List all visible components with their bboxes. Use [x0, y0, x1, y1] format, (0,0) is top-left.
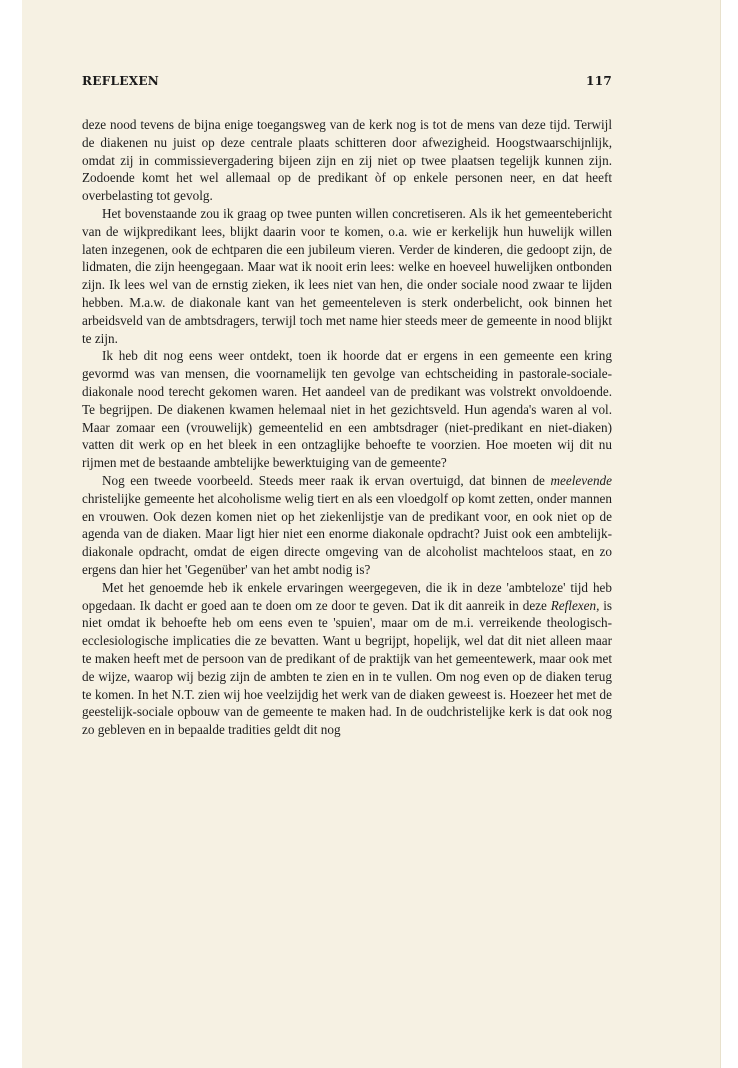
emphasis-meelevende: meelevende: [550, 472, 612, 488]
emphasis-reflexen: Reflexen,: [550, 597, 600, 613]
paragraph-1: deze nood tevens de bijna enige toegangsweg van de kerk nog is tot de mens van deze tijd. Terwijl de diakenen nu juist op deze centrale plaats schitteren door afwezigheid. Hoogstwaarschijnlijk, omdat zij in commissievergadering bijeen zijn en zij niet op twee plaatsen tegelijk kunnen zijn. Zodoende komt het wel allemaal op de predikant òf op enkele personen neer, en dat heeft overbelasting tot gevolg.: [82, 117, 612, 204]
paragraph-5: Met het genoemde heb ik enkele ervaringen weergegeven, die ik in deze 'ambteloze' tijd heb opgedaan. Ik dacht er goed aan te doen om ze door te geven. Dat ik dit aanreik in deze Reflexen, is niet omdat ik behoefte heb om eens even te 'spuien', maar om de m.i. verreikende theologisch-ecclesiologische implicaties die ze bevatten. Want u begrijpt, hopelijk, wel dat dit niet alleen maar te maken heeft met de persoon van de predikant of de praktijk van het gemeentewerk, maar ook met de wijze, waarop wij bezig zijn de ambten te zien en in te vullen. Om nog even op de diaken terug te komen. In het N.T. zien wij hoe veelzijdig het werk van de diaken geweest is. Hoezeer het met de geestelijk-sociale opbouw van de gemeente te maken had. In de oudchristelijke kerk is dat ook nog zo gebleven en in bepaalde tradities geldt dit nog: [82, 579, 613, 738]
page-number: 117: [586, 74, 612, 88]
paragraph-3: Ik heb dit nog eens weer ontdekt, toen ik hoorde dat er ergens in een gemeente een kring gevormd was van mensen, die voornamelijk ten gevolge van echtscheiding in pastorale-sociale-diakonale nood terecht gekomen waren. Het aandeel van de predikant was volstrekt onvoldoende. Te begrijpen. De diakenen kwamen helemaal niet in het gezichtsveld. Hun agenda's waren al vol. Maar zomaar een (vrouwelijk) gemeentelid en een ambtsdrager (niet-predikant en niet-diaken) vatten dit werk op en het bleek in een ontzaglijke behoefte te voorzien. Hoe moeten wij dit nu rijmen met de bestaande ambtelijke bewerktuiging van de gemeente?: [82, 348, 612, 471]
paragraph-4: Nog een tweede voorbeeld. Steeds meer raak ik ervan overtuigd, dat binnen de meelevende christelijke gemeente het alcoholisme welig tiert en als een vloedgolf op komt zetten, onder mannen en vrouwen. Ook dezen komen niet op het ziekenlijstje van de predikant voor, en ook niet op de agenda van de diaken. Maar ligt hier niet een enorme diakonale opdracht? Juist ook een ambtelijk-diakonale opdracht, omdat de eigen directe omgeving van de alcoholist machteloos staat, en zo ergens dan hier het 'Gegenüber' van het ambt nodig is?: [82, 472, 612, 577]
paragraph-2: Het bovenstaande zou ik graag op twee punten willen concretiseren. Als ik het gemeentebericht van de wijkpredikant lees, blijkt daarin voor te komen, o.a. wie er kerkelijk hun huwelijk willen laten inzegenen, ook de echtparen die een jubileum vieren. Verder de kinderen, die gedoopt zijn, de lidmaten, die zijn heengegaan. Maar wat ik nooit erin lees: welke en hoeveel huwelijken ontbonden zijn. Ik lees wel van de ernstig zieken, ik lees niet van hen, die onder sociale nood zwaar te lijden hebben. M.a.w. de diakonale kant van het gemeenteleven is sterk onderbelicht, ook binnen het arbeidsveld van de ambtsdragers, terwijl toch met name hier steeds meer de gemeente in nood blijkt te zijn.: [82, 205, 612, 346]
running-title: REFLEXEN: [82, 74, 160, 88]
body-text: [82, 116, 612, 739]
